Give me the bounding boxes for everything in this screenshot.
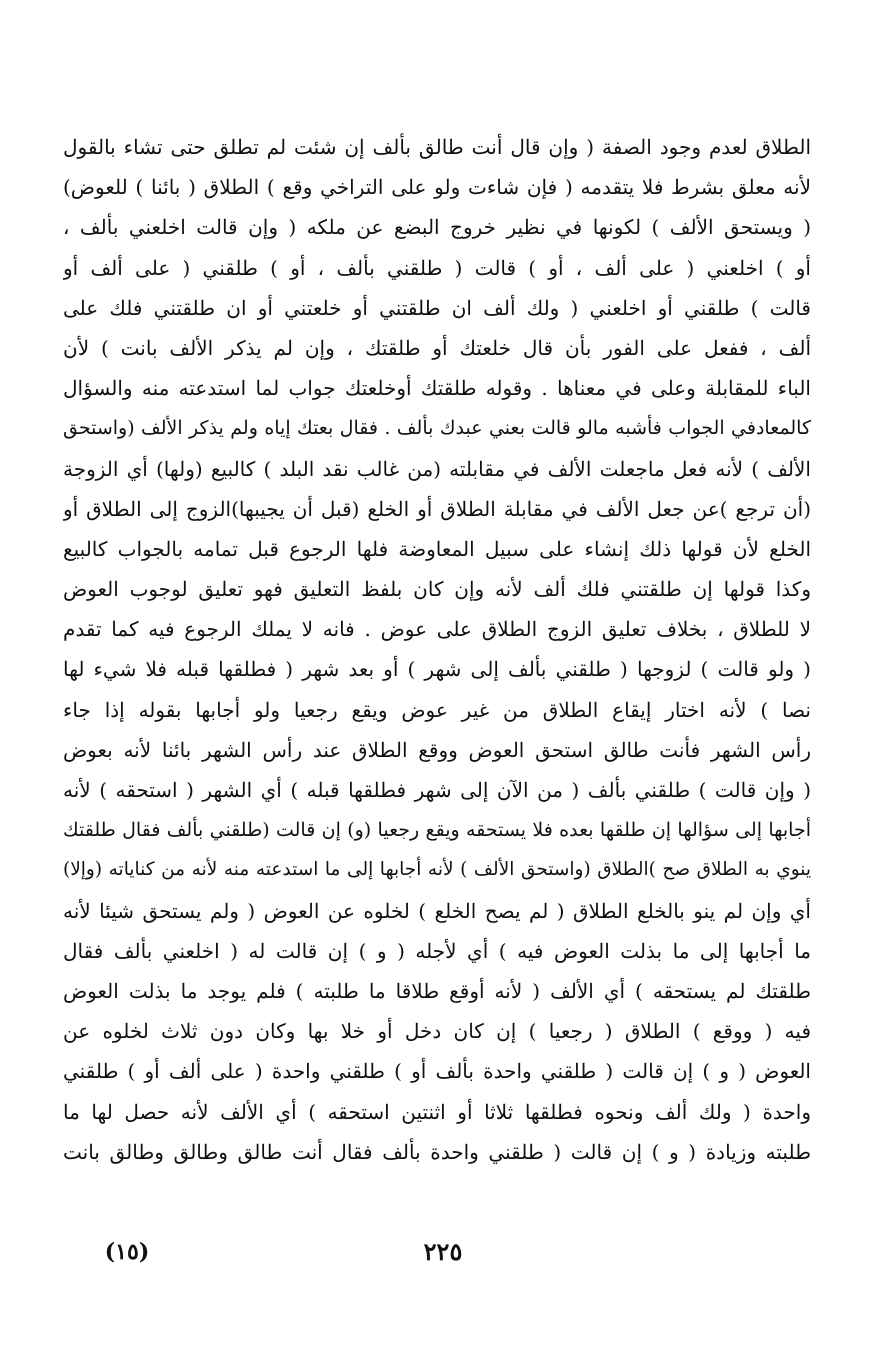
text-line: وكذا قولها إن طلقتني فلك ألف لأنه وإن كان بلفظ التعليق فهو تعليق لوجوب العوض bbox=[63, 577, 811, 602]
text-line: ما أجابها إلى ما بذلت العوض فيه ) أي لأجله ( و ) إن قالت له ( اخلعني بألف فقال bbox=[63, 938, 811, 963]
page-footer bbox=[0, 1232, 873, 1272]
text-line: كالمعادفي الجواب فأشبه مالو قالت بعني عبدك بألف . فقال بعتك إياه ولم يذكر الألف (واستحق bbox=[63, 417, 811, 440]
text-line: الطلاق لعدم وجود الصفة ( وإن قال أنت طالق بألف إن شئت لم تطلق حتى تشاء بالقول bbox=[63, 135, 811, 159]
text-line: العوض ( و ) إن قالت ( طلقني واحدة بألف أو ) طلقني واحدة ( على ألف أو ) طلقني bbox=[63, 1059, 811, 1084]
text-line: فيه ( ووقع ) الطلاق ( رجعيا ) إن كان دخل أو خلا بها وكان دون ثلاث لخلوه عن bbox=[63, 1019, 811, 1044]
text-line: الألف ) لأنه فعل ماجعلت الألف في مقابلته (من غالب نقد البلد ) كالبيع (ولها) أي الزوجة bbox=[63, 456, 811, 481]
body-text bbox=[63, 127, 811, 1172]
text-line: أجابها إلى سؤالها إن طلقها بعده فلا يستحقه ويقع رجعيا (و) إن قالت (طلقني بألف فقال طلقتك bbox=[63, 819, 811, 842]
text-line: الباء للمقابلة وعلى في معناها . وقوله طلقتك أوخلعتك جواب لما استدعته منه والسؤال bbox=[63, 376, 811, 401]
signature-mark: (١٥) bbox=[104, 1239, 150, 1265]
page-number: ٢٢٥ bbox=[423, 1237, 463, 1266]
text-line: قالت ) طلقني أو اخلعني ( ولك ألف ان طلقتني أو خلعتني أو ان طلقتني فلك على bbox=[63, 295, 811, 320]
text-line: طلبته وزيادة ( و ) إن قالت ( طلقني واحدة بألف فقال أنت طالق وطالق وطالق بانت bbox=[63, 1139, 811, 1164]
text-line: أو ) اخلعني ( على ألف ، أو ) قالت ( طلقني بألف ، أو ) طلقني ( على ألف أو bbox=[63, 255, 811, 280]
text-line: ينوي به الطلاق صح )الطلاق (واستحق الألف ) لأنه أجابها إلى ما استدعته منه لأنه من كناياته (وإلا) bbox=[63, 859, 811, 881]
text-line: أي وإن لم ينو بالخلع الطلاق ( لم يصح الخلع ) لخلوه عن العوض ( ولم يستحق شيئا لأنه bbox=[63, 898, 811, 923]
text-line: ألف ، ففعل على الفور بأن قال خلعتك أو طلقتك ، وإن لم يذكر الألف بانت ) لأن bbox=[63, 335, 811, 360]
text-line: ( ويستحق الألف ) لكونها في نظير خروج البضع عن ملكه ( وإن قالت اخلعني بألف ، bbox=[63, 215, 811, 240]
text-line: الخلع لأن قولها ذلك إنشاء على سبيل المعاوضة فلها الرجوع قبل تمامه بالجواب كالبيع bbox=[63, 536, 811, 561]
text-line: لأنه معلق بشرط فلا يتقدمه ( فإن شاءت ولو على التراخي وقع ) الطلاق ( بائنا ) للعوض) bbox=[63, 175, 811, 200]
text-line: لا للطلاق ، بخلاف تعليق الزوج الطلاق على عوض . فانه لا يملك الرجوع فيه كما تقدم bbox=[63, 617, 811, 642]
text-line: رأس الشهر فأنت طالق استحق العوض ووقع الطلاق عند رأس الشهر بائنا لأنه بعوض bbox=[63, 737, 811, 762]
text-line: طلقتك لم يستحقه ) أي الألف ( لأنه أوقع طلاقا ما طلبته ) فلم يوجد ما بذلت العوض bbox=[63, 978, 811, 1003]
text-line: (أن ترجع )عن جعل الألف في مقابلة الطلاق أو الخلع (قبل أن يجيبها)الزوج إلى الطلاق أو bbox=[63, 496, 811, 521]
text-line: واحدة ( ولك ألف ونحوه فطلقها ثلاثا أو اثنتين استحقه ) أي الألف لأنه حصل لها ما bbox=[63, 1099, 811, 1124]
text-line: ( وإن قالت ) طلقني بألف ( من الآن إلى شهر فطلقها قبله ) أي الشهر ( استحقه ) لأنه bbox=[63, 778, 811, 802]
text-line: نصا ) لأنه اختار إيقاع الطلاق من غير عوض ويقع رجعيا ولو أجابها بقوله إذا جاء bbox=[63, 697, 811, 722]
text-line: ( ولو قالت ) لزوجها ( طلقني بألف إلى شهر ) أو بعد شهر ( فطلقها قبله فلا شيء لها bbox=[63, 657, 811, 682]
